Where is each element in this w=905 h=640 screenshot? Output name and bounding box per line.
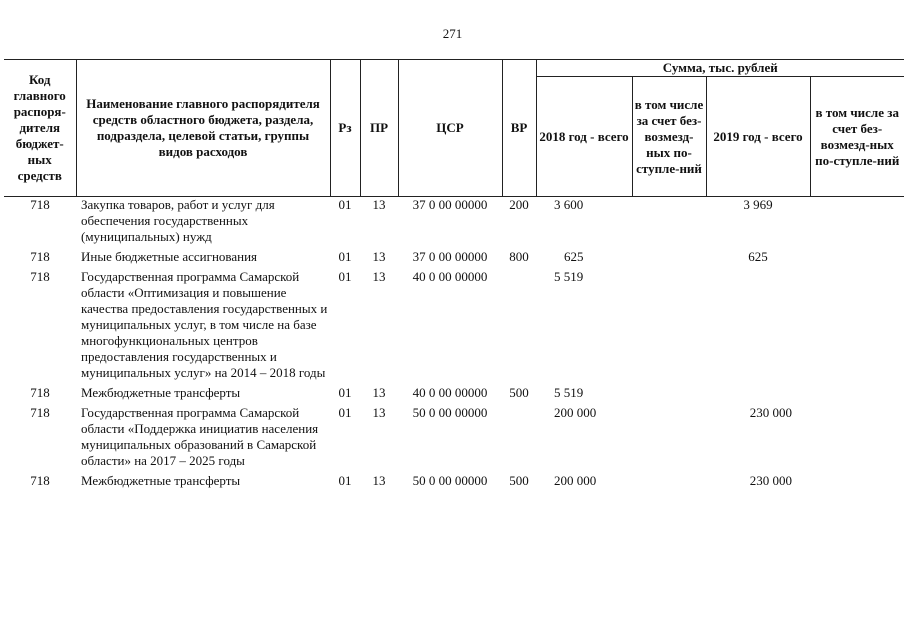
header-2018-gratuitous: в том числе за счет без-возмезд-ных по-ступле-ний bbox=[632, 77, 706, 197]
cell-2019-gratuitous bbox=[810, 249, 904, 269]
cell-vr: 500 bbox=[509, 385, 529, 400]
cell-code: 718 bbox=[30, 473, 50, 488]
cell-2019-total bbox=[706, 385, 810, 405]
table-row bbox=[4, 385, 904, 405]
cell-rz: 01 bbox=[338, 197, 352, 212]
cell-vr: 500 bbox=[509, 473, 529, 488]
header-2019-gratuitous: в том числе за счет без-возмезд-ных по-ступле-ний bbox=[810, 77, 904, 197]
table-row bbox=[4, 197, 904, 250]
cell-code: 718 bbox=[30, 249, 50, 264]
page-number: 271 bbox=[442, 26, 463, 41]
cell-rz: 01 bbox=[338, 269, 352, 284]
cell-vr: 800 bbox=[509, 249, 529, 264]
table-row bbox=[4, 269, 904, 385]
cell-name: Государственная программа Самарской области «Поддержка инициатив населения муниципальных образований в Самарской области» на 2017 – 2025 годы bbox=[81, 405, 319, 468]
table-row bbox=[4, 405, 904, 473]
cell-pr: 13 bbox=[372, 473, 386, 488]
cell-2018-total: 5 519 bbox=[554, 269, 584, 284]
cell-csr: 50 0 00 00000 bbox=[412, 473, 488, 488]
cell-rz: 01 bbox=[338, 473, 352, 488]
cell-2019-gratuitous bbox=[810, 197, 904, 250]
cell-2019-gratuitous bbox=[810, 473, 904, 493]
cell-code: 718 bbox=[30, 269, 50, 284]
table-header bbox=[4, 60, 904, 197]
cell-2018-total: 5 519 bbox=[554, 385, 584, 400]
cell-rz: 01 bbox=[338, 385, 352, 400]
cell-vr bbox=[502, 405, 536, 473]
table-row bbox=[4, 249, 904, 269]
header-code: Код главного распоря-дителя бюджет-ных средств bbox=[4, 60, 76, 197]
cell-code: 718 bbox=[30, 385, 50, 400]
cell-2019-total: 230 000 bbox=[749, 473, 792, 488]
cell-pr: 13 bbox=[372, 405, 386, 420]
cell-rz: 01 bbox=[338, 405, 352, 420]
cell-csr: 37 0 00 00000 bbox=[412, 249, 488, 264]
cell-vr: 200 bbox=[509, 197, 529, 212]
cell-2018-gratuitous bbox=[632, 197, 706, 250]
header-rz: Рз bbox=[330, 60, 360, 197]
cell-csr: 40 0 00 00000 bbox=[412, 385, 488, 400]
cell-pr: 13 bbox=[372, 385, 386, 400]
header-sum: Сумма, тыс. рублей bbox=[536, 60, 904, 77]
cell-2018-gratuitous bbox=[632, 385, 706, 405]
cell-name: Межбюджетные трансферты bbox=[81, 385, 241, 400]
cell-2019-total: 625 bbox=[748, 249, 768, 264]
cell-vr bbox=[502, 269, 536, 385]
cell-2019-total: 3 969 bbox=[743, 197, 773, 212]
cell-name: Межбюджетные трансферты bbox=[81, 473, 241, 488]
cell-code: 718 bbox=[30, 405, 50, 420]
header-pr: ПР bbox=[360, 60, 398, 197]
budget-table bbox=[4, 59, 904, 493]
cell-2019-gratuitous bbox=[810, 385, 904, 405]
header-2019-total: 2019 год - всего bbox=[706, 77, 810, 197]
table-body bbox=[4, 197, 904, 494]
header-2018-total: 2018 год - всего bbox=[536, 77, 632, 197]
cell-2019-gratuitous bbox=[810, 405, 904, 473]
cell-2018-gratuitous bbox=[632, 249, 706, 269]
cell-name: Иные бюджетные ассигнования bbox=[81, 249, 258, 264]
cell-name: Закупка товаров, работ и услуг для обеспечения государственных (муниципальных) нужд bbox=[81, 197, 275, 244]
cell-csr: 40 0 00 00000 bbox=[412, 269, 488, 284]
cell-2018-total: 625 bbox=[564, 249, 584, 264]
cell-2019-gratuitous bbox=[810, 269, 904, 385]
cell-2018-total: 200 000 bbox=[554, 405, 597, 420]
cell-pr: 13 bbox=[372, 197, 386, 212]
cell-code: 718 bbox=[30, 197, 50, 212]
cell-pr: 13 bbox=[372, 249, 386, 264]
cell-2018-total: 200 000 bbox=[554, 473, 597, 488]
cell-2018-gratuitous bbox=[632, 269, 706, 385]
table-row bbox=[4, 473, 904, 493]
header-vr: ВР bbox=[502, 60, 536, 197]
cell-2018-gratuitous bbox=[632, 405, 706, 473]
header-csr: ЦСР bbox=[398, 60, 502, 197]
cell-pr: 13 bbox=[372, 269, 386, 284]
cell-csr: 37 0 00 00000 bbox=[412, 197, 488, 212]
header-name: Наименование главного распорядителя средств областного бюджета, раздела, подраздела, целевой статьи, группы видов расходов bbox=[76, 60, 330, 197]
cell-2019-total: 230 000 bbox=[749, 405, 792, 420]
cell-name: Государственная программа Самарской области «Оптимизация и повышение качества предоставления государственных и муниципальных услуг, в том числе на базе многофункциональных центров предоставления государственных и муниципальных услуг» на 2014 – 2018 годы bbox=[81, 269, 328, 380]
cell-2018-gratuitous bbox=[632, 473, 706, 493]
cell-csr: 50 0 00 00000 bbox=[412, 405, 488, 420]
cell-2018-total: 3 600 bbox=[554, 197, 584, 212]
cell-2019-total bbox=[706, 269, 810, 385]
cell-rz: 01 bbox=[338, 249, 352, 264]
